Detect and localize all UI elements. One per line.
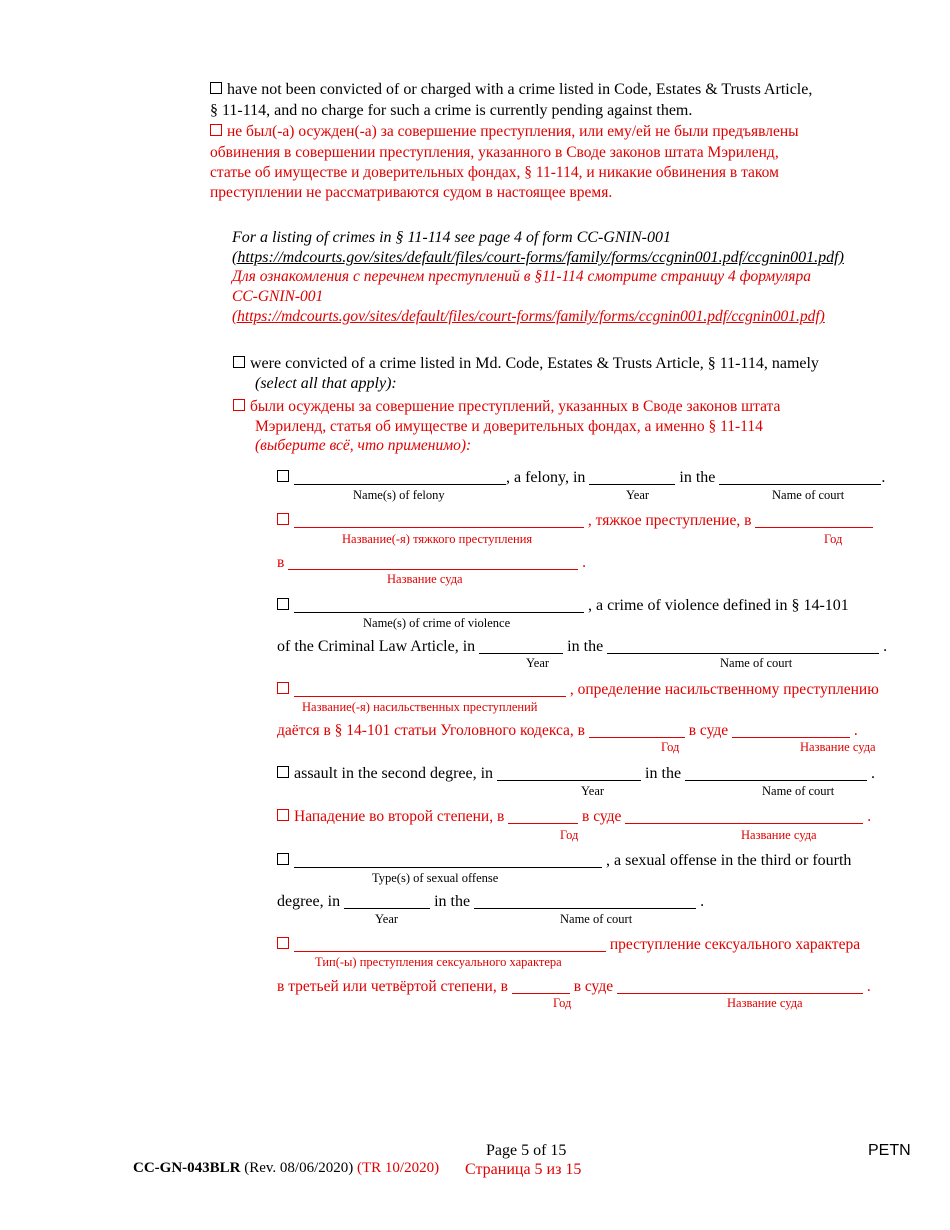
checkbox-sexual-ru[interactable] [277, 937, 289, 949]
sexual-year-field[interactable] [344, 893, 430, 909]
violence-ru-cap-name: Название(-я) насильственных преступлений [302, 700, 538, 714]
sexual-ru-cap-court: Название суда [727, 996, 803, 1010]
violence-ru-cap-year: Год [661, 740, 680, 754]
assault-ru-cap-court: Название суда [741, 828, 817, 842]
assault-ru-cap-year: Год [560, 828, 579, 842]
intro-ru-line1: не был(-а) осужден(-а) за совершение преступления, или ему/ей не были предъявлены [210, 122, 799, 142]
assault-year-field[interactable] [497, 765, 641, 781]
sexual-cap-court: Name of court [560, 912, 633, 926]
sexual-cap-type: Type(s) of sexual offense [372, 871, 499, 885]
convicted-ru-line2: Мэриленд, статья об имуществе и доверительных фондах, а именно § 11-114 [255, 418, 763, 435]
convicted-en-line2: (select all that apply): [255, 375, 397, 392]
intro-ru-line4: преступлении не рассматриваются судом в настоящее время. [210, 184, 613, 201]
convicted-ru-line1: были осуждены за совершение преступлений, указанных в Своде законов штата [233, 397, 780, 417]
sexual-ru-cap-year: Год [553, 996, 572, 1010]
intro-en-line1: have not been convicted of or charged with a crime listed in Code, Estates & Trusts Article, [210, 80, 812, 100]
sexual-en-row1: , a sexual offense in the third or fourth [277, 851, 851, 871]
violence-ru-row2: даётся в § 14-101 статьи Уголовного кодекса, в в суде . [277, 722, 858, 739]
sexual-en-row2: degree, in in the . [277, 893, 705, 910]
listing-note-ru: Для ознакомления с перечнем преступлений в §11-114 смотрите страницу 4 формуляра [232, 268, 812, 285]
checkbox-sexual[interactable] [277, 853, 289, 865]
convicted-ru-line3: (выберите всё, что применимо): [255, 437, 472, 454]
listing-link-en[interactable]: (https://mdcourts.gov/sites/default/files/court-forms/family/forms/ccgnin001.pdf/ccgnin001.pdf) [232, 249, 844, 266]
violence-ru-court-field[interactable] [732, 722, 850, 738]
form-id-line [133, 1158, 439, 1178]
sexual-ru-year-field[interactable] [512, 978, 570, 994]
felony-cap-year: Year [626, 488, 650, 502]
sexual-ru-court-field[interactable] [617, 978, 863, 994]
listing-note-en: For a listing of crimes in § 11-114 see page 4 of form CC-GNIN-001 [232, 229, 671, 246]
assault-ru-court-field[interactable] [625, 808, 863, 824]
convicted-en-line1: were convicted of a crime listed in Md. Code, Estates & Trusts Article, § 11-114, namely [233, 354, 819, 374]
felony-ru-cap-court: Название суда [387, 572, 463, 586]
assault-ru-row: Нападение во второй степени, в в суде . [277, 807, 871, 827]
form-revision: (Rev. 08/06/2020) [244, 1160, 354, 1176]
checkbox-assault-ru[interactable] [277, 809, 289, 821]
violence-cap-court: Name of court [720, 656, 793, 670]
checkbox-not-convicted[interactable] [210, 82, 222, 94]
assault-court-field[interactable] [685, 765, 867, 781]
violence-ru-cap-court: Название суда [800, 740, 876, 754]
violence-court-field[interactable] [607, 638, 879, 654]
violence-ru-row1: , определение насильственному преступлению [277, 680, 879, 700]
felony-ru-name-field[interactable] [294, 512, 584, 528]
felony-ru-row: , тяжкое преступление, в [277, 511, 873, 531]
felony-ru-year-field[interactable] [755, 512, 873, 528]
form-translation-rev: (TR 10/2020) [357, 1160, 440, 1176]
checkbox-violence[interactable] [277, 598, 289, 610]
assault-cap-court: Name of court [762, 784, 835, 798]
checkbox-violence-ru[interactable] [277, 682, 289, 694]
checkbox-felony[interactable] [277, 470, 289, 482]
intro-ru-line3: статье об имуществе и доверительных фондах, § 11-114, и никакие обвинения в таком [210, 164, 779, 181]
form-code: PETN [868, 1142, 911, 1159]
intro-en-line2: § 11-114, and no charge for such a crime is currently pending against them. [210, 102, 693, 119]
intro-ru-line2: обвинения в совершении преступления, указанного в Своде законов штата Мэриленд, [210, 144, 779, 161]
felony-en-row: , a felony, in in the . [277, 468, 885, 488]
checkbox-convicted-ru[interactable] [233, 399, 245, 411]
checkbox-convicted[interactable] [233, 356, 245, 368]
sexual-type-field[interactable] [294, 852, 602, 868]
felony-ru-court-field[interactable] [288, 554, 578, 570]
sexual-ru-row1: преступление сексуального характера [277, 935, 860, 955]
felony-ru-court-row: в . [277, 554, 586, 571]
sexual-ru-cap-type: Тип(-ы) преступления сексуального характера [315, 955, 562, 969]
violence-year-field[interactable] [479, 638, 563, 654]
felony-court-field[interactable] [719, 469, 881, 485]
form-id: CC-GN-043BLR [133, 1160, 241, 1176]
violence-ru-year-field[interactable] [589, 722, 685, 738]
listing-link-ru[interactable]: (https://mdcourts.gov/sites/default/files/court-forms/family/forms/ccgnin001.pdf/ccgnin001.pdf) [232, 308, 825, 325]
violence-en-row2: of the Criminal Law Article, in in the . [277, 638, 888, 655]
violence-ru-name-field[interactable] [294, 681, 566, 697]
violence-cap-year: Year [526, 656, 550, 670]
listing-note-ru-form: CC-GNIN-001 [232, 288, 324, 305]
page-number-ru: Страница 5 из 15 [465, 1161, 582, 1178]
felony-ru-cap-name: Название(-я) тяжкого преступления [342, 532, 533, 546]
page-number-en: Page 5 of 15 [486, 1142, 567, 1159]
sexual-cap-year: Year [375, 912, 399, 926]
violence-en-row1: , a crime of violence defined in § 14-101 [277, 596, 849, 616]
assault-ru-year-field[interactable] [508, 808, 578, 824]
felony-cap-name: Name(s) of felony [353, 488, 445, 502]
sexual-court-field[interactable] [474, 893, 696, 909]
assault-cap-year: Year [581, 784, 605, 798]
felony-name-field[interactable] [294, 469, 506, 485]
checkbox-assault[interactable] [277, 766, 289, 778]
sexual-ru-row2: в третьей или четвёртой степени, в в суде . [277, 978, 871, 995]
felony-cap-court: Name of court [772, 488, 845, 502]
checkbox-not-convicted-ru[interactable] [210, 124, 222, 136]
felony-year-field[interactable] [589, 469, 675, 485]
assault-en-row: assault in the second degree, in in the . [277, 764, 875, 784]
violence-name-field[interactable] [294, 597, 584, 613]
felony-ru-cap-year: Год [824, 532, 843, 546]
violence-cap-name: Name(s) of crime of violence [363, 616, 511, 630]
sexual-ru-type-field[interactable] [294, 936, 606, 952]
checkbox-felony-ru[interactable] [277, 513, 289, 525]
